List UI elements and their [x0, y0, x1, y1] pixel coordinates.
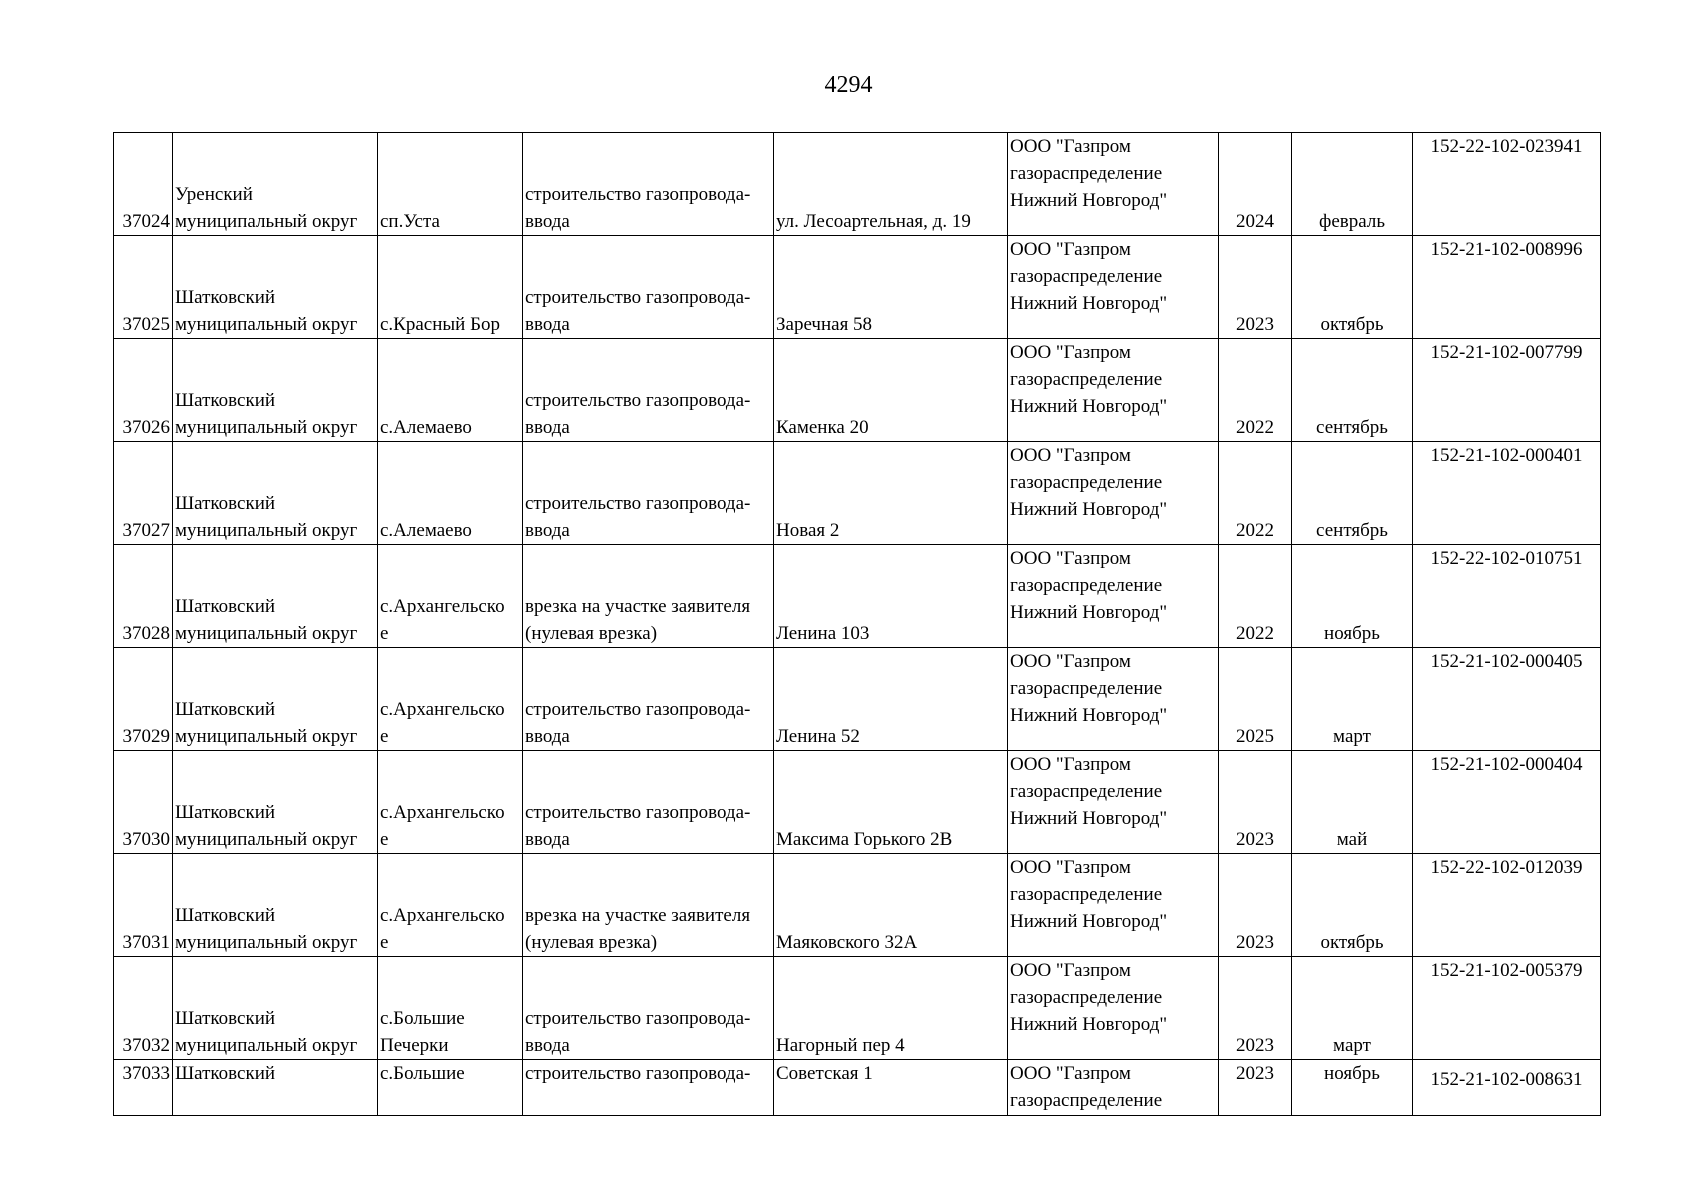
- cell-district: [173, 1060, 378, 1116]
- cell-code-text: 152-22-102-012039: [1430, 857, 1583, 878]
- cell-organization: [1008, 854, 1219, 957]
- cell-number-text: 37024: [122, 211, 170, 232]
- cell-address-text: Маяковского 32А: [776, 932, 918, 953]
- cell-district: [173, 236, 378, 339]
- cell-district-text: Уренский муниципальный округ: [175, 184, 358, 232]
- cell-number-text: 37026: [122, 417, 170, 438]
- cell-code-text: 152-21-102-008631: [1430, 1069, 1583, 1090]
- cell-number: [114, 751, 173, 854]
- cell-year-text: 2023: [1236, 829, 1274, 850]
- cell-code: [1413, 339, 1601, 442]
- page-number: 4294: [824, 72, 873, 98]
- cell-month: [1292, 236, 1413, 339]
- cell-district-text: Шатковский муниципальный округ: [175, 802, 358, 850]
- cell-work-type-text: строительство газопровода- ввода: [525, 287, 751, 335]
- cell-district-text: Шатковский муниципальный округ: [175, 287, 358, 335]
- cell-year-text: 2022: [1236, 623, 1274, 644]
- cell-address: [774, 648, 1008, 751]
- table-row: [114, 751, 1601, 854]
- cell-code-text: 152-21-102-000404: [1430, 754, 1583, 775]
- cell-number: [114, 442, 173, 545]
- cell-locality-text: с.Архангельско е: [380, 802, 505, 850]
- cell-organization: [1008, 545, 1219, 648]
- cell-address: [774, 442, 1008, 545]
- cell-code-text: 152-22-102-010751: [1430, 548, 1583, 569]
- cell-month-text: сентябрь: [1316, 520, 1388, 541]
- cell-code-text: 152-21-102-000405: [1430, 651, 1583, 672]
- cell-code: [1413, 648, 1601, 751]
- table-row: [114, 545, 1601, 648]
- cell-number-text: 37033: [122, 1063, 170, 1084]
- cell-organization-text: ООО "Газпром газораспределение Нижний Новгород": [1010, 857, 1168, 932]
- cell-work-type-text: строительство газопровода- ввода: [525, 390, 751, 438]
- cell-year-text: 2025: [1236, 726, 1274, 747]
- cell-work-type: [523, 133, 774, 236]
- cell-address-text: Новая 2: [776, 520, 840, 541]
- cell-month: [1292, 957, 1413, 1060]
- cell-year: [1219, 339, 1292, 442]
- cell-year-text: 2023: [1236, 1063, 1274, 1084]
- cell-work-type-text: врезка на участке заявителя (нулевая врезка): [525, 596, 751, 644]
- cell-locality: [378, 957, 523, 1060]
- table-row: [114, 648, 1601, 751]
- cell-locality-text: с.Алемаево: [380, 417, 472, 438]
- cell-year: [1219, 133, 1292, 236]
- cell-work-type: [523, 854, 774, 957]
- cell-year-text: 2024: [1236, 211, 1274, 232]
- cell-year: [1219, 751, 1292, 854]
- cell-number: [114, 133, 173, 236]
- cell-organization-text: ООО "Газпром газораспределение Нижний Новгород": [1010, 445, 1168, 520]
- cell-number-text: 37030: [122, 829, 170, 850]
- table-row: [114, 957, 1601, 1060]
- cell-work-type-text: строительство газопровода-: [525, 1063, 751, 1084]
- cell-locality-text: с.Архангельско е: [380, 905, 505, 953]
- cell-locality-text: с.Алемаево: [380, 520, 472, 541]
- cell-number-text: 37025: [122, 314, 170, 335]
- cell-work-type: [523, 648, 774, 751]
- cell-month-text: октябрь: [1320, 314, 1384, 335]
- cell-code: [1413, 1060, 1601, 1116]
- cell-code: [1413, 957, 1601, 1060]
- cell-work-type-text: строительство газопровода- ввода: [525, 802, 751, 850]
- cell-code: [1413, 545, 1601, 648]
- cell-month: [1292, 339, 1413, 442]
- cell-district-text: Шатковский муниципальный округ: [175, 905, 358, 953]
- cell-work-type-text: врезка на участке заявителя (нулевая врезка): [525, 905, 751, 953]
- table-row: [114, 854, 1601, 957]
- table-row-partial: [114, 1060, 1601, 1116]
- cell-number: [114, 957, 173, 1060]
- cell-month-text: ноябрь: [1324, 1063, 1380, 1084]
- cell-locality-text: с.Большие Печерки: [380, 1008, 465, 1056]
- cell-code: [1413, 442, 1601, 545]
- cell-district: [173, 339, 378, 442]
- cell-month: [1292, 751, 1413, 854]
- cell-code: [1413, 751, 1601, 854]
- cell-address: [774, 957, 1008, 1060]
- cell-month-text: март: [1333, 1035, 1371, 1056]
- cell-district-text: Шатковский муниципальный округ: [175, 699, 358, 747]
- cell-work-type: [523, 957, 774, 1060]
- table-row: [114, 339, 1601, 442]
- cell-year: [1219, 545, 1292, 648]
- cell-district-text: Шатковский муниципальный округ: [175, 493, 358, 541]
- cell-address: [774, 236, 1008, 339]
- cell-address: [774, 1060, 1008, 1116]
- cell-code: [1413, 133, 1601, 236]
- cell-organization-text: ООО "Газпром газораспределение Нижний Новгород": [1010, 960, 1168, 1035]
- cell-locality: [378, 339, 523, 442]
- cell-address-text: Каменка 20: [776, 417, 869, 438]
- cell-number: [114, 1060, 173, 1116]
- cell-month-text: март: [1333, 726, 1371, 747]
- cell-address-text: Заречная 58: [776, 314, 873, 335]
- registry-table: [113, 132, 1601, 1116]
- cell-locality-text: с.Архангельско е: [380, 699, 505, 747]
- cell-month: [1292, 133, 1413, 236]
- cell-locality: [378, 442, 523, 545]
- cell-work-type: [523, 1060, 774, 1116]
- cell-district: [173, 751, 378, 854]
- cell-year-text: 2022: [1236, 520, 1274, 541]
- cell-locality-text: с.Красный Бор: [380, 314, 500, 335]
- cell-locality: [378, 1060, 523, 1116]
- cell-locality-text: с.Большие: [380, 1063, 465, 1084]
- table-row: [114, 442, 1601, 545]
- cell-organization-text: ООО "Газпром газораспределение Нижний Новгород": [1010, 548, 1168, 623]
- cell-address-text: Ленина 103: [776, 623, 870, 644]
- cell-code-text: 152-21-102-005379: [1430, 960, 1583, 981]
- cell-month-text: май: [1336, 829, 1368, 850]
- cell-number-text: 37032: [122, 1035, 170, 1056]
- cell-year: [1219, 957, 1292, 1060]
- cell-organization: [1008, 339, 1219, 442]
- cell-organization: [1008, 236, 1219, 339]
- cell-locality: [378, 236, 523, 339]
- cell-number-text: 37027: [122, 520, 170, 541]
- cell-address: [774, 545, 1008, 648]
- cell-year-text: 2023: [1236, 314, 1274, 335]
- cell-district-text: Шатковский: [175, 1063, 276, 1084]
- cell-address-text: Советская 1: [776, 1063, 873, 1084]
- cell-work-type-text: строительство газопровода- ввода: [525, 1008, 751, 1056]
- cell-organization-text: ООО "Газпром газораспределение Нижний Новгород": [1010, 239, 1168, 314]
- cell-district: [173, 854, 378, 957]
- cell-year: [1219, 1060, 1292, 1116]
- cell-number-text: 37031: [122, 932, 170, 953]
- cell-year: [1219, 442, 1292, 545]
- cell-locality: [378, 751, 523, 854]
- table-body: [114, 133, 1601, 1116]
- cell-month-text: ноябрь: [1324, 623, 1380, 644]
- cell-address: [774, 751, 1008, 854]
- cell-district: [173, 545, 378, 648]
- cell-organization-text: ООО "Газпром газораспределение Нижний Новгород": [1010, 342, 1168, 417]
- cell-number: [114, 648, 173, 751]
- cell-month-text: сентябрь: [1316, 417, 1388, 438]
- table-row: [114, 133, 1601, 236]
- cell-work-type: [523, 751, 774, 854]
- cell-organization-text: ООО "Газпром газораспределение: [1010, 1063, 1163, 1111]
- cell-address: [774, 339, 1008, 442]
- cell-month-text: февраль: [1319, 211, 1385, 232]
- cell-number-text: 37028: [122, 623, 170, 644]
- cell-organization: [1008, 751, 1219, 854]
- cell-address: [774, 133, 1008, 236]
- cell-number: [114, 854, 173, 957]
- cell-address-text: Ленина 52: [776, 726, 860, 747]
- cell-number: [114, 545, 173, 648]
- cell-number: [114, 339, 173, 442]
- cell-year: [1219, 648, 1292, 751]
- cell-address-text: Нагорный пер 4: [776, 1035, 905, 1056]
- cell-locality: [378, 545, 523, 648]
- cell-district: [173, 957, 378, 1060]
- cell-work-type-text: строительство газопровода- ввода: [525, 184, 751, 232]
- cell-month: [1292, 442, 1413, 545]
- cell-locality-text: с.Архангельско е: [380, 596, 505, 644]
- cell-code-text: 152-21-102-007799: [1430, 342, 1583, 363]
- cell-work-type: [523, 545, 774, 648]
- cell-organization: [1008, 1060, 1219, 1116]
- cell-month: [1292, 1060, 1413, 1116]
- cell-district: [173, 648, 378, 751]
- cell-number: [114, 236, 173, 339]
- cell-district: [173, 442, 378, 545]
- cell-district-text: Шатковский муниципальный округ: [175, 1008, 358, 1056]
- cell-year-text: 2023: [1236, 1035, 1274, 1056]
- cell-locality: [378, 648, 523, 751]
- cell-locality-text: сп.Уста: [380, 211, 440, 232]
- cell-work-type: [523, 339, 774, 442]
- cell-code: [1413, 236, 1601, 339]
- cell-district: [173, 133, 378, 236]
- cell-locality: [378, 854, 523, 957]
- cell-month: [1292, 854, 1413, 957]
- cell-work-type: [523, 442, 774, 545]
- cell-work-type: [523, 236, 774, 339]
- cell-year-text: 2023: [1236, 932, 1274, 953]
- cell-address: [774, 854, 1008, 957]
- table-row: [114, 236, 1601, 339]
- cell-code-text: 152-21-102-008996: [1430, 239, 1583, 260]
- cell-organization: [1008, 648, 1219, 751]
- cell-address-text: ул. Лесоартельная, д. 19: [776, 211, 971, 232]
- cell-year: [1219, 854, 1292, 957]
- cell-number-text: 37029: [122, 726, 170, 747]
- cell-month-text: октябрь: [1320, 932, 1384, 953]
- cell-year: [1219, 236, 1292, 339]
- cell-code-text: 152-21-102-000401: [1430, 445, 1583, 466]
- cell-month: [1292, 648, 1413, 751]
- cell-organization-text: ООО "Газпром газораспределение Нижний Новгород": [1010, 136, 1168, 211]
- cell-organization: [1008, 442, 1219, 545]
- cell-district-text: Шатковский муниципальный округ: [175, 390, 358, 438]
- cell-organization: [1008, 957, 1219, 1060]
- cell-code: [1413, 854, 1601, 957]
- cell-month: [1292, 545, 1413, 648]
- cell-organization-text: ООО "Газпром газораспределение Нижний Новгород": [1010, 651, 1168, 726]
- cell-organization-text: ООО "Газпром газораспределение Нижний Новгород": [1010, 754, 1168, 829]
- cell-district-text: Шатковский муниципальный округ: [175, 596, 358, 644]
- cell-work-type-text: строительство газопровода- ввода: [525, 699, 751, 747]
- cell-code-text: 152-22-102-023941: [1430, 136, 1583, 157]
- cell-year-text: 2022: [1236, 417, 1274, 438]
- cell-work-type-text: строительство газопровода- ввода: [525, 493, 751, 541]
- cell-address-text: Максима Горького 2В: [776, 829, 953, 850]
- cell-organization: [1008, 133, 1219, 236]
- cell-locality: [378, 133, 523, 236]
